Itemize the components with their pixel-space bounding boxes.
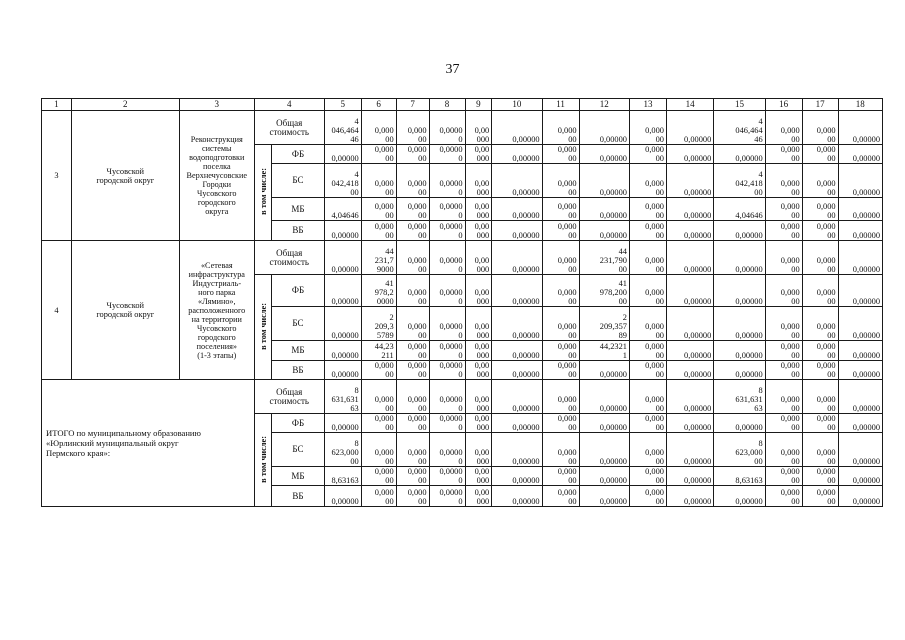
value-cell: 0,00000 <box>666 414 713 433</box>
value-cell: 0,000 00 <box>802 145 838 164</box>
value-cell: 0,00000 <box>492 198 542 221</box>
value-cell: 0,00000 <box>492 361 542 380</box>
header-cell: 9 <box>465 99 492 111</box>
value-cell: 0,000 00 <box>396 380 429 414</box>
value-cell: 0,00000 <box>838 361 882 380</box>
value-cell: 44,23 211 <box>361 341 396 361</box>
value-cell: 0,000 00 <box>396 111 429 145</box>
value-cell: 0,00000 <box>666 111 713 145</box>
value-cell: 0,00000 <box>579 361 629 380</box>
value-cell: 0,00 000 <box>465 198 492 221</box>
page-number: 37 <box>445 62 460 77</box>
value-cell: 0,00000 <box>492 111 542 145</box>
value-cell: 0,00000 <box>838 341 882 361</box>
value-cell: 0,000 00 <box>802 341 838 361</box>
header-cell: 15 <box>714 99 765 111</box>
header-cell: 7 <box>396 99 429 111</box>
municipality-name: Чусовской городской округ <box>71 241 179 380</box>
value-cell: 0,000 00 <box>396 341 429 361</box>
value-cell: 0,00 000 <box>465 486 492 507</box>
value-cell: 0,00000 <box>666 380 713 414</box>
value-cell: 0,000 00 <box>542 145 579 164</box>
value-cell: 0,000 00 <box>629 198 666 221</box>
in-that-number-label <box>254 414 271 507</box>
value-cell: 0,000 00 <box>361 361 396 380</box>
value-cell: 0,000 00 <box>396 275 429 307</box>
value-cell: 0,00000 <box>666 145 713 164</box>
value-cell: 0,00000 <box>324 221 361 241</box>
value-cell: 0,000 00 <box>361 111 396 145</box>
row-number: 4 <box>42 241 72 380</box>
value-cell: 0,00000 <box>492 241 542 275</box>
value-cell: 0,000 00 <box>802 275 838 307</box>
value-cell: 0,000 00 <box>361 433 396 467</box>
value-cell: 2 209,357 89 <box>579 307 629 341</box>
value-cell: 0,000 00 <box>542 164 579 198</box>
value-cell: 0,0000 0 <box>429 307 465 341</box>
fund-label: ФБ <box>272 275 324 307</box>
value-cell: 0,000 00 <box>802 361 838 380</box>
in-that-number-text: в том числе: <box>258 168 268 215</box>
value-cell: 0,00000 <box>579 198 629 221</box>
value-cell: 0,000 00 <box>361 486 396 507</box>
municipality-name: Чусовской городской округ <box>71 111 179 241</box>
value-cell: 0,00000 <box>666 467 713 486</box>
header-cell: 17 <box>802 99 838 111</box>
value-cell: 0,00000 <box>838 486 882 507</box>
value-cell: 0,00000 <box>838 414 882 433</box>
value-cell: 0,00 000 <box>465 275 492 307</box>
value-cell: 0,0000 0 <box>429 486 465 507</box>
value-cell: 0,000 00 <box>629 341 666 361</box>
value-cell: 8,63163 <box>714 467 765 486</box>
header-cell: 18 <box>838 99 882 111</box>
value-cell: 0,00000 <box>838 198 882 221</box>
value-cell: 0,00 000 <box>465 467 492 486</box>
fund-label: БС <box>272 433 324 467</box>
value-cell: 0,000 00 <box>396 307 429 341</box>
value-cell: 0,00000 <box>838 111 882 145</box>
value-cell: 0,00 000 <box>465 433 492 467</box>
value-cell: 0,00000 <box>492 341 542 361</box>
fund-label: МБ <box>272 198 324 221</box>
value-cell: 4,04646 <box>714 198 765 221</box>
fund-label: БС <box>272 307 324 341</box>
value-cell: 0,000 00 <box>802 414 838 433</box>
header-cell: 2 <box>71 99 179 111</box>
header-cell: 4 <box>254 99 324 111</box>
value-cell: 0,00000 <box>838 164 882 198</box>
value-cell: 0,00000 <box>492 221 542 241</box>
value-cell: 0,00000 <box>838 433 882 467</box>
fund-label: ФБ <box>272 414 324 433</box>
value-cell: 0,0000 0 <box>429 361 465 380</box>
value-cell: 0,00000 <box>492 486 542 507</box>
value-cell: 0,000 00 <box>396 414 429 433</box>
value-cell: 4 042,418 00 <box>714 164 765 198</box>
value-cell: 0,000 00 <box>396 486 429 507</box>
value-cell: 0,000 00 <box>802 111 838 145</box>
value-cell: 0,00000 <box>666 241 713 275</box>
value-cell: 0,00 000 <box>465 380 492 414</box>
value-cell: 0,00 000 <box>465 361 492 380</box>
value-cell: 0,000 00 <box>765 221 802 241</box>
value-cell: 0,00000 <box>838 221 882 241</box>
value-cell: 0,000 00 <box>802 486 838 507</box>
value-cell: 0,000 00 <box>765 164 802 198</box>
value-cell: 0,00000 <box>666 198 713 221</box>
value-cell: 0,00000 <box>838 275 882 307</box>
value-cell: 0,0000 0 <box>429 145 465 164</box>
project-description: Реконструкция системы водоподготовки поселка Верхнечусовские Городки Чусовского городского округа <box>179 111 254 241</box>
header-cell: 13 <box>629 99 666 111</box>
value-cell: 0,00000 <box>714 145 765 164</box>
value-cell: 0,000 00 <box>765 380 802 414</box>
value-cell: 0,00 000 <box>465 341 492 361</box>
value-cell: 0,000 00 <box>396 198 429 221</box>
value-cell: 0,000 00 <box>542 198 579 221</box>
value-cell: 0,00000 <box>579 221 629 241</box>
value-cell: 0,00000 <box>714 361 765 380</box>
value-cell: 44 231,7 9000 <box>361 241 396 275</box>
value-cell: 0,000 00 <box>629 361 666 380</box>
value-cell: 4 046,464 46 <box>714 111 765 145</box>
value-cell: 0,000 00 <box>765 414 802 433</box>
value-cell: 0,000 00 <box>765 241 802 275</box>
value-cell: 0,00000 <box>492 307 542 341</box>
fund-label: МБ <box>272 341 324 361</box>
value-cell: 0,000 00 <box>396 241 429 275</box>
value-cell: 0,00000 <box>324 241 361 275</box>
budget-table <box>41 98 883 507</box>
value-cell: 0,000 00 <box>765 433 802 467</box>
value-cell: 0,000 00 <box>361 145 396 164</box>
header-cell: 14 <box>666 99 713 111</box>
value-cell: 0,0000 0 <box>429 241 465 275</box>
fund-label: МБ <box>272 467 324 486</box>
value-cell: 0,00000 <box>714 275 765 307</box>
fund-label: ФБ <box>272 145 324 164</box>
value-cell: 0,000 00 <box>629 111 666 145</box>
header-cell: 5 <box>324 99 361 111</box>
value-cell: 0,000 00 <box>629 380 666 414</box>
value-cell: 0,000 00 <box>629 307 666 341</box>
value-cell: 0,0000 0 <box>429 467 465 486</box>
value-cell: 0,000 00 <box>802 164 838 198</box>
value-cell: 0,000 00 <box>765 467 802 486</box>
value-cell: 0,000 00 <box>802 241 838 275</box>
value-cell: 0,00000 <box>714 486 765 507</box>
value-cell: 0,000 00 <box>542 361 579 380</box>
value-cell: 0,00 000 <box>465 414 492 433</box>
value-cell: 0,00000 <box>324 341 361 361</box>
value-cell: 0,0000 0 <box>429 111 465 145</box>
value-cell: 0,000 00 <box>542 307 579 341</box>
value-cell: 0,00000 <box>579 467 629 486</box>
value-cell: 0,000 00 <box>802 221 838 241</box>
value-cell: 0,000 00 <box>629 433 666 467</box>
value-cell: 0,000 00 <box>802 433 838 467</box>
value-cell: 0,000 00 <box>361 380 396 414</box>
value-cell: 0,00000 <box>666 361 713 380</box>
value-cell: 0,000 00 <box>629 241 666 275</box>
value-cell: 0,000 00 <box>765 361 802 380</box>
value-cell: 0,00000 <box>324 414 361 433</box>
value-cell: 41 978,200 00 <box>579 275 629 307</box>
value-cell: 0,000 00 <box>361 198 396 221</box>
value-cell: 0,0000 0 <box>429 414 465 433</box>
value-cell: 8,63163 <box>324 467 361 486</box>
value-cell: 0,000 00 <box>802 198 838 221</box>
value-cell: 2 209,3 5789 <box>361 307 396 341</box>
fund-label: ВБ <box>272 221 324 241</box>
value-cell: 0,00000 <box>324 486 361 507</box>
value-cell: 0,00000 <box>838 380 882 414</box>
row-number: 3 <box>42 111 72 241</box>
value-cell: 0,0000 0 <box>429 221 465 241</box>
total-cost-label: Общая стоимость <box>254 241 324 275</box>
value-cell: 0,000 00 <box>765 341 802 361</box>
value-cell: 8 623,000 00 <box>324 433 361 467</box>
header-cell: 3 <box>179 99 254 111</box>
value-cell: 0,00000 <box>579 486 629 507</box>
header-cell: 11 <box>542 99 579 111</box>
value-cell: 8 631,631 63 <box>324 380 361 414</box>
value-cell: 0,000 00 <box>542 341 579 361</box>
value-cell: 0,00000 <box>492 275 542 307</box>
value-cell: 4,04646 <box>324 198 361 221</box>
value-cell: 0,00 000 <box>465 111 492 145</box>
value-cell: 0,000 00 <box>542 221 579 241</box>
value-cell: 0,00000 <box>666 341 713 361</box>
value-cell: 0,00000 <box>838 241 882 275</box>
value-cell: 0,000 00 <box>396 467 429 486</box>
value-cell: 0,000 00 <box>361 221 396 241</box>
value-cell: 8 623,000 00 <box>714 433 765 467</box>
value-cell: 0,000 00 <box>765 275 802 307</box>
value-cell: 0,00000 <box>838 145 882 164</box>
value-cell: 0,0000 0 <box>429 164 465 198</box>
total-cost-label: Общая стоимость <box>254 380 324 414</box>
value-cell: 0,000 00 <box>361 414 396 433</box>
value-cell: 0,00000 <box>838 467 882 486</box>
fund-label: БС <box>272 164 324 198</box>
value-cell: 0,000 00 <box>629 486 666 507</box>
value-cell: 4 042,418 00 <box>324 164 361 198</box>
value-cell: 0,000 00 <box>765 111 802 145</box>
value-cell: 0,000 00 <box>802 307 838 341</box>
value-cell: 0,00000 <box>714 414 765 433</box>
value-cell: 0,000 00 <box>542 414 579 433</box>
total-cost-label: Общая стоимость <box>254 111 324 145</box>
value-cell: 0,000 00 <box>802 380 838 414</box>
value-cell: 0,00000 <box>838 307 882 341</box>
value-cell: 0,00000 <box>324 145 361 164</box>
header-cell: 10 <box>492 99 542 111</box>
value-cell: 0,00000 <box>579 380 629 414</box>
value-cell: 0,000 00 <box>396 361 429 380</box>
fund-label: ВБ <box>272 486 324 507</box>
value-cell: 0,00000 <box>714 307 765 341</box>
value-cell: 0,00 000 <box>465 164 492 198</box>
total-row <box>42 380 883 414</box>
value-cell: 4 046,464 46 <box>324 111 361 145</box>
value-cell: 0,000 00 <box>629 145 666 164</box>
value-cell: 0,00000 <box>666 307 713 341</box>
value-cell: 0,00000 <box>579 414 629 433</box>
header-cell: 12 <box>579 99 629 111</box>
value-cell: 44 231,790 00 <box>579 241 629 275</box>
value-cell: 0,00000 <box>714 241 765 275</box>
table-row <box>42 111 883 145</box>
project-description: «Сетевая инфраструктура Индустриаль- ного парка «Лямино», расположенного на территории Чусовского городского поселения» (1-3 этапы) <box>179 241 254 380</box>
value-cell: 0,00000 <box>492 467 542 486</box>
value-cell: 0,000 00 <box>396 145 429 164</box>
value-cell: 44,2321 1 <box>579 341 629 361</box>
value-cell: 0,00000 <box>492 145 542 164</box>
value-cell: 0,00 000 <box>465 307 492 341</box>
value-cell: 0,000 00 <box>765 307 802 341</box>
header-cell: 1 <box>42 99 72 111</box>
value-cell: 0,000 00 <box>542 467 579 486</box>
value-cell: 0,00000 <box>324 361 361 380</box>
value-cell: 0,00000 <box>492 414 542 433</box>
value-cell: 0,00 000 <box>465 241 492 275</box>
value-cell: 0,000 00 <box>629 164 666 198</box>
value-cell: 0,00000 <box>492 380 542 414</box>
value-cell: 0,000 00 <box>542 380 579 414</box>
header-row <box>42 99 883 111</box>
value-cell: 0,00000 <box>579 145 629 164</box>
value-cell: 0,0000 0 <box>429 380 465 414</box>
value-cell: 0,00000 <box>666 221 713 241</box>
value-cell: 0,00 000 <box>465 221 492 241</box>
value-cell: 0,000 00 <box>396 221 429 241</box>
value-cell: 0,00000 <box>579 433 629 467</box>
value-cell: 0,00000 <box>666 275 713 307</box>
value-cell: 0,00000 <box>579 164 629 198</box>
fund-label: ВБ <box>272 361 324 380</box>
value-cell: 0,00 000 <box>465 145 492 164</box>
value-cell: 0,000 00 <box>765 486 802 507</box>
value-cell: 0,00000 <box>714 221 765 241</box>
value-cell: 0,0000 0 <box>429 198 465 221</box>
value-cell: 0,00000 <box>492 164 542 198</box>
in-that-number-text: в том числе: <box>258 302 268 350</box>
value-cell: 0,00000 <box>324 275 361 307</box>
header-cell: 6 <box>361 99 396 111</box>
value-cell: 0,000 00 <box>765 198 802 221</box>
value-cell: 0,000 00 <box>361 164 396 198</box>
value-cell: 0,00000 <box>579 111 629 145</box>
header-cell: 8 <box>429 99 465 111</box>
value-cell: 0,000 00 <box>802 467 838 486</box>
total-label: ИТОГО по муниципальному образованию «Юрлинский муниципальный округ Пермского края»: <box>42 380 255 507</box>
value-cell: 0,000 00 <box>629 275 666 307</box>
value-cell: 0,000 00 <box>542 275 579 307</box>
value-cell: 0,0000 0 <box>429 275 465 307</box>
value-cell: 0,00000 <box>666 486 713 507</box>
value-cell: 0,00000 <box>324 307 361 341</box>
value-cell: 0,00000 <box>714 341 765 361</box>
value-cell: 0,000 00 <box>765 145 802 164</box>
value-cell: 0,000 00 <box>629 467 666 486</box>
value-cell: 0,000 00 <box>629 221 666 241</box>
value-cell: 0,00000 <box>492 433 542 467</box>
value-cell: 0,000 00 <box>396 433 429 467</box>
value-cell: 0,000 00 <box>542 111 579 145</box>
value-cell: 0,00000 <box>666 164 713 198</box>
table-row <box>42 241 883 275</box>
value-cell: 0,000 00 <box>361 467 396 486</box>
value-cell: 0,000 00 <box>542 486 579 507</box>
in-that-number-text: в том числе: <box>258 435 268 483</box>
value-cell: 41 978,2 0000 <box>361 275 396 307</box>
value-cell: 0,000 00 <box>542 241 579 275</box>
value-cell: 0,0000 0 <box>429 341 465 361</box>
in-that-number-label <box>254 145 271 241</box>
in-that-number-label <box>254 275 271 380</box>
value-cell: 0,0000 0 <box>429 433 465 467</box>
value-cell: 0,000 00 <box>629 414 666 433</box>
header-cell: 16 <box>765 99 802 111</box>
value-cell: 0,00000 <box>666 433 713 467</box>
value-cell: 8 631,631 63 <box>714 380 765 414</box>
value-cell: 0,000 00 <box>396 164 429 198</box>
value-cell: 0,000 00 <box>542 433 579 467</box>
